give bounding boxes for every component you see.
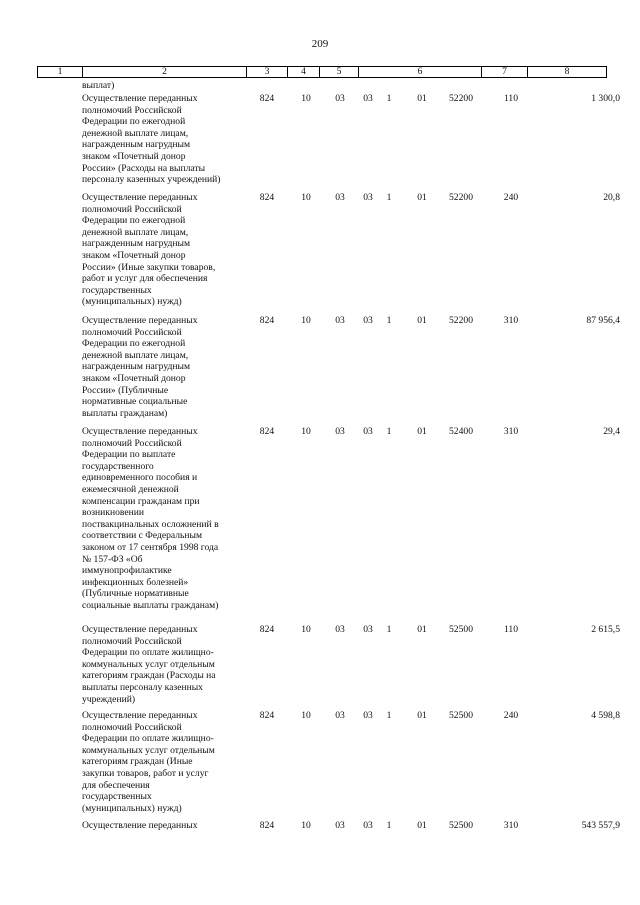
cell-col-5: 03: [335, 710, 345, 721]
cell-col-6-part-2: 1: [386, 624, 392, 635]
cell-col-6-part-3: 01: [417, 820, 427, 831]
cell-col-6-part-3: 01: [417, 93, 427, 104]
cell-col-7: 240: [503, 710, 519, 721]
cell-col-6-part-1: 03: [363, 710, 373, 721]
cell-col-4: 10: [301, 624, 311, 635]
cell-col-6-part-4: 52200: [449, 192, 473, 203]
header-col-4: 4: [301, 66, 306, 77]
cell-col-6-part-2: 1: [386, 820, 392, 831]
cell-col-7: 240: [503, 192, 519, 203]
cell-col-7: 110: [503, 93, 519, 104]
cell-col-4: 10: [301, 315, 311, 326]
cell-col-3: 824: [259, 710, 275, 721]
cell-col-6-part-4: 52500: [449, 820, 473, 831]
row-description: выплат): [82, 80, 115, 91]
cell-col-8: 20,8: [603, 192, 620, 203]
row-description: Осуществление переданных полномочий Российской Федерации по оплате жилищно- коммунальных услуг отдельным категориям граждан (Расходы на выплаты персоналу казенных учреждений): [82, 624, 216, 705]
header-col-5: 5: [336, 66, 342, 77]
cell-col-7: 310: [503, 315, 519, 326]
header-col-3: 3: [264, 66, 270, 77]
cell-col-6-part-1: 03: [363, 624, 373, 635]
header-col-8: 8: [564, 66, 570, 77]
cell-col-8: 1 300,0: [591, 93, 620, 104]
cell-col-5: 03: [335, 93, 345, 104]
cell-col-6-part-3: 01: [417, 315, 427, 326]
cell-col-3: 824: [259, 624, 275, 635]
cell-col-3: 824: [259, 426, 275, 437]
cell-col-6-part-4: 52500: [449, 624, 473, 635]
table-header: [37, 66, 607, 78]
cell-col-3: 824: [259, 93, 275, 104]
cell-col-5: 03: [335, 426, 345, 437]
cell-col-4: 10: [301, 426, 311, 437]
row-description: Осуществление переданных полномочий Российской Федерации по ежегодной денежной выплате лицам, награжденным нагрудным знаком «Почетный донор России» (Расходы на выплаты персоналу казенных учреждений): [82, 93, 221, 186]
cell-col-3: 824: [259, 315, 275, 326]
cell-col-4: 10: [301, 192, 311, 203]
page-number: 209: [311, 38, 329, 50]
cell-col-6-part-1: 03: [363, 93, 373, 104]
cell-col-6-part-2: 1: [386, 710, 392, 721]
cell-col-6-part-4: 52500: [449, 710, 473, 721]
header-col-1: 1: [57, 66, 63, 77]
cell-col-6-part-2: 1: [386, 93, 392, 104]
header-col-7: 7: [502, 66, 507, 77]
cell-col-6-part-3: 01: [417, 426, 427, 437]
cell-col-8: 87 956,4: [586, 315, 620, 326]
cell-col-6-part-4: 52200: [449, 315, 473, 326]
cell-col-6-part-2: 1: [386, 426, 392, 437]
cell-col-4: 10: [301, 710, 311, 721]
cell-col-6-part-3: 01: [417, 710, 427, 721]
header-col-6: 6: [417, 66, 423, 77]
cell-col-6-part-1: 03: [363, 315, 373, 326]
cell-col-8: 543 557,9: [581, 820, 620, 831]
header-col-2: 2: [162, 66, 167, 77]
cell-col-6-part-1: 03: [363, 426, 373, 437]
cell-col-8: 29,4: [603, 426, 620, 437]
cell-col-8: 2 615,5: [591, 624, 620, 635]
cell-col-6-part-4: 52400: [449, 426, 473, 437]
cell-col-6-part-3: 01: [417, 192, 427, 203]
cell-col-7: 110: [503, 624, 519, 635]
cell-col-4: 10: [301, 820, 311, 831]
cell-col-5: 03: [335, 315, 345, 326]
cell-col-7: 310: [503, 820, 519, 831]
cell-col-6-part-3: 01: [417, 624, 427, 635]
cell-col-5: 03: [335, 820, 345, 831]
row-description: Осуществление переданных полномочий Российской Федерации по оплате жилищно- коммунальных услуг отдельным категориям граждан (Иные закупки товаров, работ и услуг для обеспечения государственных (муниципальных) нужд): [82, 710, 215, 814]
cell-col-3: 824: [259, 820, 275, 831]
cell-col-6-part-2: 1: [386, 315, 392, 326]
cell-col-4: 10: [301, 93, 311, 104]
cell-col-3: 824: [259, 192, 275, 203]
cell-col-5: 03: [335, 192, 345, 203]
cell-col-6-part-4: 52200: [449, 93, 473, 104]
cell-col-7: 310: [503, 426, 519, 437]
cell-col-6-part-1: 03: [363, 192, 373, 203]
cell-col-6-part-1: 03: [363, 820, 373, 831]
row-description: Осуществление переданных полномочий Российской Федерации по ежегодной денежной выплате лицам, награжденным нагрудным знаком «Почетный донор России» (Публичные нормативные социальные выплаты гражданам): [82, 315, 198, 419]
cell-col-5: 03: [335, 624, 345, 635]
row-description: Осуществление переданных полномочий Российской Федерации по ежегодной денежной выплате лицам, награжденным нагрудным знаком «Почетный донор России» (Иные закупки товаров, работ и услуг для обеспечения государственных (муниципальных) нужд): [82, 192, 216, 308]
row-description: Осуществление переданных полномочий Российской Федерации по выплате государственного единовременного пособия и ежемесячной денежной компенсации гражданам при возникновении поствакцинальных осложнений в соответствии с Федеральным законом от 17 сентября 1998 года № 157-ФЗ «Об иммунопрофилактике инфекционных болезней» (Публичные нормативные социальные выплаты гражданам): [82, 426, 219, 611]
row-description: Осуществление переданных: [82, 820, 198, 831]
cell-col-6-part-2: 1: [386, 192, 392, 203]
cell-col-8: 4 598,8: [591, 710, 620, 721]
